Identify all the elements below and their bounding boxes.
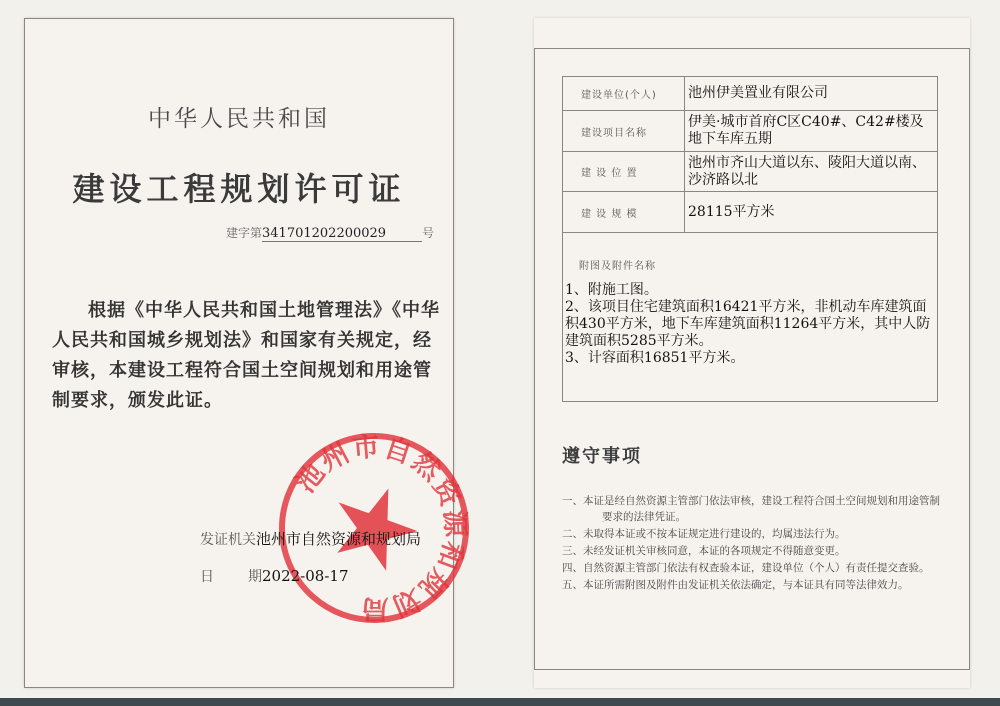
issuer-label: 发证机关 [200, 532, 256, 548]
svg-text:池州市自然资源和规划局: 池州市自然资源和规划局 [290, 431, 471, 625]
issuer-row [200, 528, 421, 549]
certificate-body-text: 根据《中华人民共和国土地管理法》《中华人民共和国城乡规划法》和国家有关规定，经审核，本建设工程符合国土空间规划和用途管制要求，颁发此证。 [52, 300, 440, 411]
certificate-left-page [24, 18, 471, 688]
certificate-number-row [226, 224, 434, 242]
certificate-number: 341701202200029 [262, 226, 422, 242]
row-label: 建设单位(个人) [563, 77, 685, 110]
list-item: 1、附施工图。 [565, 282, 658, 298]
row-label: 建 设 位 置 [563, 152, 685, 191]
list-item: 一、本证是经自然资源主管部门依法审核，建设工程符合国土空间规划和用途管制要求的法律凭证。 [562, 495, 940, 523]
row-value: 池州市齐山大道以东、陵阳大道以南、沙济路以北 [688, 154, 926, 188]
row-label: 建设项目名称 [563, 111, 685, 151]
cert-prefix: 建字第 [226, 226, 263, 240]
table-row-builder [563, 77, 937, 111]
row-value: 池州伊美置业有限公司 [688, 85, 828, 101]
bottom-taskbar-strip [0, 698, 1000, 706]
table-row-location [563, 152, 937, 192]
date-row [200, 566, 348, 586]
certificate-right-page [534, 18, 970, 688]
project-info-table [562, 76, 938, 402]
row-label: 建 设 规 模 [563, 192, 685, 232]
date-label-day: 日 [200, 569, 214, 585]
list-item: 2、该项目住宅建筑面积16421平方米，非机动车库建筑面积430平方米，地下车库建筑面积11264平方米，其中人防建筑面积5285平方米。 [565, 299, 931, 349]
date-label-period: 期 [248, 569, 262, 585]
row-value: 28115平方米 [688, 203, 775, 220]
list-item: 四、自然资源主管部门依法有权查验本证，建设单位（个人）有责任提交查验。 [562, 562, 930, 574]
country-name: 中华人民共和国 [148, 106, 330, 132]
cert-suffix: 号 [422, 226, 435, 240]
list-item: 三、未经发证机关审核同意，本证的各项规定不得随意变更。 [562, 545, 846, 557]
table-row-project-name [563, 111, 937, 152]
issue-date: 2022-08-17 [262, 567, 349, 585]
attachments-label: 附图及附件名称 [579, 261, 656, 272]
rules-title: 遵守事项 [562, 446, 642, 467]
rules-list [562, 493, 944, 594]
issuer-name: 池州市自然资源和规划局 [256, 530, 422, 548]
table-row-scale [563, 192, 937, 233]
list-item: 五、本证所需附图及附件由发证机关依法确定，与本证具有同等法律效力。 [562, 579, 909, 591]
certificate-title: 建设工程规划许可证 [72, 170, 406, 208]
list-item: 二、未取得本证或不按本证规定进行建设的，均属违法行为。 [562, 528, 846, 540]
row-value: 伊美·城市首府C区C40#、C42#楼及地下车库五期 [688, 114, 924, 147]
list-item: 3、计容面积16851平方米。 [565, 350, 745, 366]
attachments-list [565, 282, 933, 367]
